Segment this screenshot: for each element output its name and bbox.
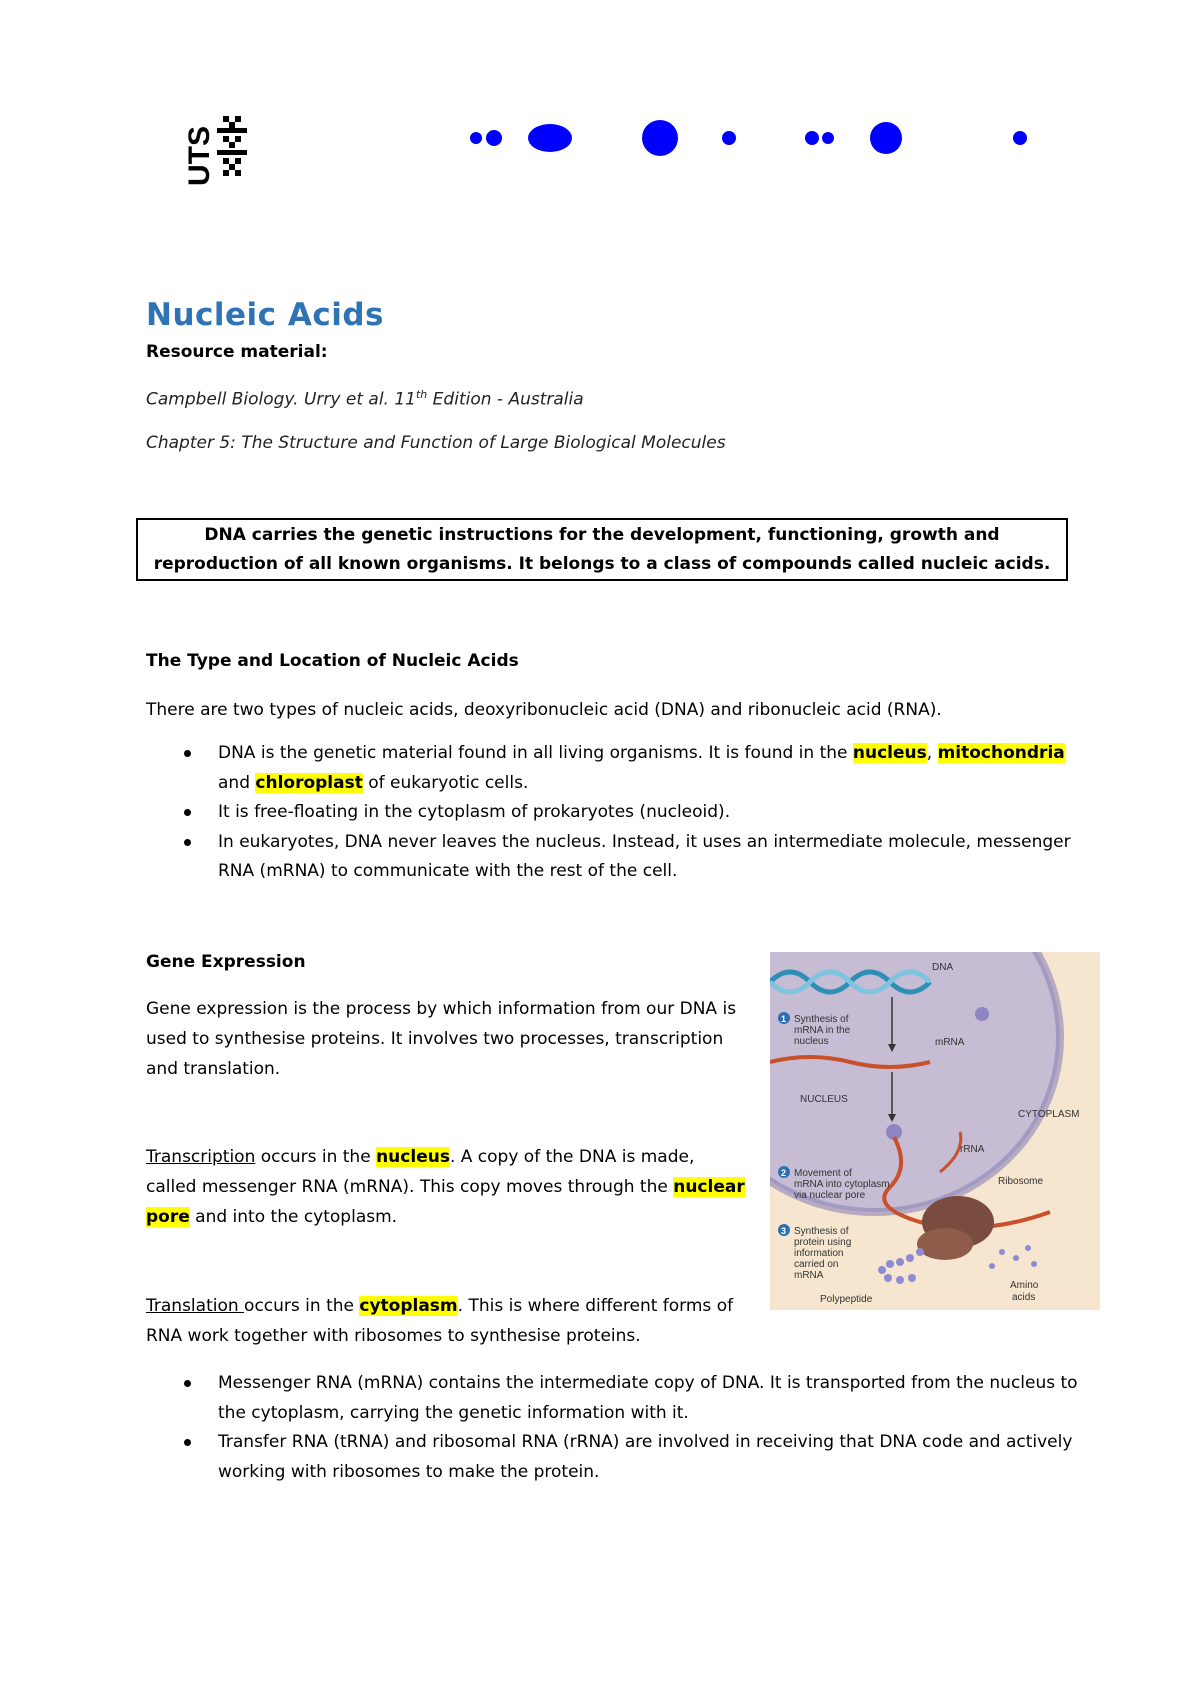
bullet-icon [184, 1380, 191, 1387]
highlight-chloroplast: chloroplast [255, 772, 363, 793]
section-heading-type-location: The Type and Location of Nucleic Acids [146, 651, 519, 671]
bullet-icon [184, 750, 191, 757]
svg-text:protein using: protein using [794, 1237, 852, 1248]
list-item: DNA is the genetic material found in all living organisms. It is found in the nucleus, mitochondria and chloroplast of eukaryotic cells. [146, 739, 1096, 798]
svg-text:information: information [794, 1248, 844, 1259]
transcription-paragraph: Transcription occurs in the nucleus. A copy of the DNA is made, called messenger RNA (mRNA). This copy moves through the nuclear pore and into the cytoplasm. [146, 1147, 745, 1227]
bullet-icon [184, 1439, 191, 1446]
svg-text:nucleus: nucleus [794, 1036, 829, 1047]
translation-paragraph: Translation occurs in the cytoplasm. This is where different forms of RNA work together with ribosomes to synthesise proteins. [146, 1296, 734, 1346]
bullet-icon [184, 839, 191, 846]
svg-text:mRNA in the: mRNA in the [794, 1025, 851, 1036]
svg-text:acids: acids [1012, 1292, 1036, 1303]
label-mrna: mRNA [935, 1037, 965, 1048]
svg-text:Synthesis of: Synthesis of [794, 1014, 849, 1025]
list-item: Transfer RNA (tRNA) and ribosomal RNA (rRNA) are involved in receiving that DNA code and actively working with ribosomes to make the protein. [146, 1428, 1096, 1487]
gene-intro-paragraph: Gene expression is the process by which information from our DNA is used to synthesise proteins. It involves two processes, transcription and translation. [146, 999, 737, 1079]
svg-text:1: 1 [781, 1014, 787, 1024]
section-heading-gene-expression: Gene Expression [146, 952, 306, 972]
summary-text: DNA carries the genetic instructions for the development, functioning, growth and reproduction of all known organisms. It belongs to a class of compounds called nucleic acids. [153, 524, 1051, 574]
svg-text:mRNA: mRNA [794, 1270, 824, 1281]
reference-chapter: Chapter 5: The Structure and Function of Large Biological Molecules [146, 433, 726, 453]
svg-text:mRNA into cytoplasm: mRNA into cytoplasm [794, 1179, 890, 1190]
label-cytoplasm: CYTOPLASM [1018, 1109, 1080, 1120]
summary-box [136, 518, 1068, 581]
highlight-nucleus: nucleus [852, 743, 927, 763]
label-rrna: rRNA [960, 1144, 985, 1155]
decorative-dots [460, 118, 1040, 158]
svg-text:via nuclear pore: via nuclear pore [794, 1190, 866, 1201]
transcription-term: Transcription [146, 1147, 256, 1167]
svg-text:carried on: carried on [794, 1259, 839, 1270]
list-item: In eukaryotes, DNA never leaves the nucleus. Instead, it uses an intermediate molecule, messenger RNA (mRNA) to communicate with the rest of the cell. [146, 828, 1096, 887]
type-bullet-list [146, 739, 1096, 887]
resource-label: Resource material: [146, 342, 328, 362]
label-dna: DNA [932, 962, 954, 973]
svg-text:Synthesis of: Synthesis of [794, 1226, 849, 1237]
list-item: Messenger RNA (mRNA) contains the intermediate copy of DNA. It is transported from the nucleus to the cytoplasm, carrying the genetic information with it. [146, 1369, 1096, 1428]
translation-term: Translation [146, 1296, 245, 1316]
highlight-mitochondria: mitochondria [937, 743, 1065, 763]
uts-logo [185, 108, 265, 188]
rna-bullet-list [146, 1369, 1096, 1487]
svg-text:3: 3 [781, 1226, 787, 1236]
label-nucleus: NUCLEUS [800, 1094, 848, 1105]
highlight-nucleus-2: nucleus [376, 1147, 450, 1167]
reference-book: Campbell Biology. Urry et al. 11th Edition - Australia [146, 388, 584, 410]
svg-text:2: 2 [781, 1168, 787, 1178]
highlight-cytoplasm: cytoplasm [359, 1296, 458, 1316]
logo-text: UTS [185, 126, 216, 186]
highlight-nuclear-pore: nuclear pore [146, 1177, 745, 1227]
list-item: It is free-floating in the cytoplasm of prokaryotes (nucleoid). [146, 798, 1096, 828]
svg-text:Movement of: Movement of [794, 1168, 852, 1179]
bullet-icon [184, 809, 191, 816]
label-amino: Amino [1010, 1280, 1039, 1291]
label-polypeptide: Polypeptide [820, 1294, 873, 1305]
gene-expression-figure [770, 952, 1100, 1310]
label-ribosome: Ribosome [998, 1176, 1044, 1187]
page-title: Nucleic Acids [146, 297, 384, 333]
type-intro-paragraph: There are two types of nucleic acids, deoxyribonucleic acid (DNA) and ribonucleic acid (RNA). [146, 700, 942, 720]
